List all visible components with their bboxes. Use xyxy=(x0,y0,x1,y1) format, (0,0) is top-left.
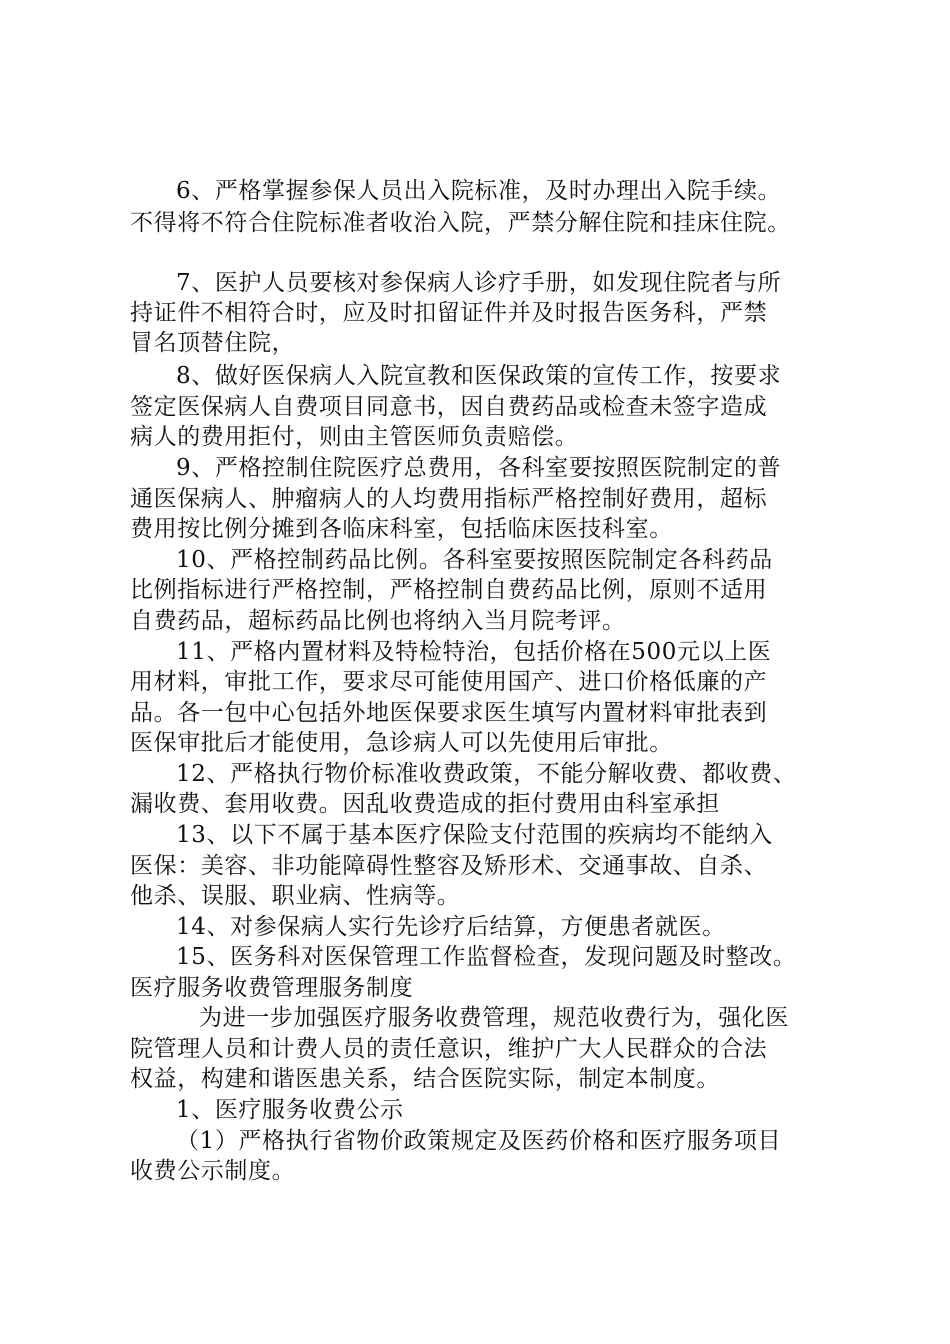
paragraph-12-line-2: 漏收费、套用收费。因乱收费造成的拒付费用由科室承担 xyxy=(130,791,720,817)
paragraph-8-line-3: 病人的费用拒付，则由主管医师负责赔偿。 xyxy=(130,424,579,450)
paragraph-9-line-1: 9、严格控制住院医疗总费用，各科室要按照医院制定的普 xyxy=(176,455,782,481)
paragraph-13-line-2: 医保：美容、非功能障碍性整容及矫形术、交通事故、自杀、 xyxy=(130,853,768,879)
paragraph-6-line-1: 6、严格掌握参保人员出入院标准，及时办理出入院手续。 xyxy=(176,178,782,204)
subsection-1-title: 1、医疗服务收费公示 xyxy=(176,1097,404,1123)
item-1-line-2: 收费公示制度。 xyxy=(130,1158,296,1184)
paragraph-9-line-2: 通医保病人、肿瘤病人的人均费用指标严格控制好费用，超标 xyxy=(130,486,768,512)
paragraph-11-line-4: 医保审批后才能使用，急诊病人可以先使用后审批。 xyxy=(130,730,673,756)
section-title: 医疗服务收费管理服务制度 xyxy=(130,975,414,1001)
paragraph-11-line-1: 11、严格内置材料及特检特治，包括价格在500元以上医 xyxy=(176,639,772,665)
paragraph-7-line-2: 持证件不相符合时，应及时扣留证件并及时报告医务科，严禁 xyxy=(130,300,768,326)
paragraph-13-line-1: 13、以下不属于基本医疗保险支付范围的疾病均不能纳入 xyxy=(176,822,773,848)
paragraph-15-line-1: 15、医务科对医保管理工作监督检查，发现问题及时整改。 xyxy=(176,944,797,970)
paragraph-11-line-2: 用材料，审批工作，要求尽可能使用国产、进口价格低廉的产 xyxy=(130,669,768,695)
intro-paragraph-line-3: 权益，构建和谐医患关系，结合医院实际，制定本制度。 xyxy=(130,1066,720,1092)
paragraph-6-line-2: 不得将不符合住院标准者收治入院，严禁分解住院和挂床住院。 xyxy=(130,210,791,236)
paragraph-8-line-1: 8、做好医保病人入院宣教和医保政策的宣传工作，按要求 xyxy=(176,363,782,389)
intro-paragraph-line-1: 为进一步加强医疗服务收费管理，规范收费行为，强化医 xyxy=(199,1005,789,1031)
paragraph-11-line-3: 品。各一包中心包括外地医保要求医生填写内置材料审批表到 xyxy=(130,700,768,726)
paragraph-12-line-1: 12、严格执行物价标准收费政策，不能分解收费、都收费、 xyxy=(176,761,797,787)
intro-paragraph-line-2: 院管理人员和计费人员的责任意识，维护广大人民群众的合法 xyxy=(130,1036,768,1062)
paragraph-8-line-2: 签定医保病人自费项目同意书，因自费药品或检查未签字造成 xyxy=(130,394,768,420)
paragraph-10-line-2: 比例指标进行严格控制，严格控制自费药品比例，原则不适用 xyxy=(130,577,768,603)
paragraph-7-line-1: 7、医护人员要核对参保病人诊疗手册，如发现住院者与所 xyxy=(176,270,782,296)
paragraph-10-line-1: 10、严格控制药品比例。各科室要按照医院制定各科药品 xyxy=(176,547,773,573)
paragraph-9-line-3: 费用按比例分摊到各临床科室，包括临床医技科室。 xyxy=(130,516,673,542)
paragraph-14-line-1: 14、对参保病人实行先诊疗后结算，方便患者就医。 xyxy=(176,914,726,940)
paragraph-7-line-3: 冒名顶替住院， xyxy=(130,330,296,356)
item-1-line-1: （1）严格执行省物价政策规定及医药价格和医疗服务项目 xyxy=(176,1128,782,1154)
paragraph-10-line-3: 自费药品，超标药品比例也将纳入当月院考评。 xyxy=(130,608,626,634)
paragraph-13-line-3: 他杀、误服、职业病、性病等。 xyxy=(130,883,461,909)
